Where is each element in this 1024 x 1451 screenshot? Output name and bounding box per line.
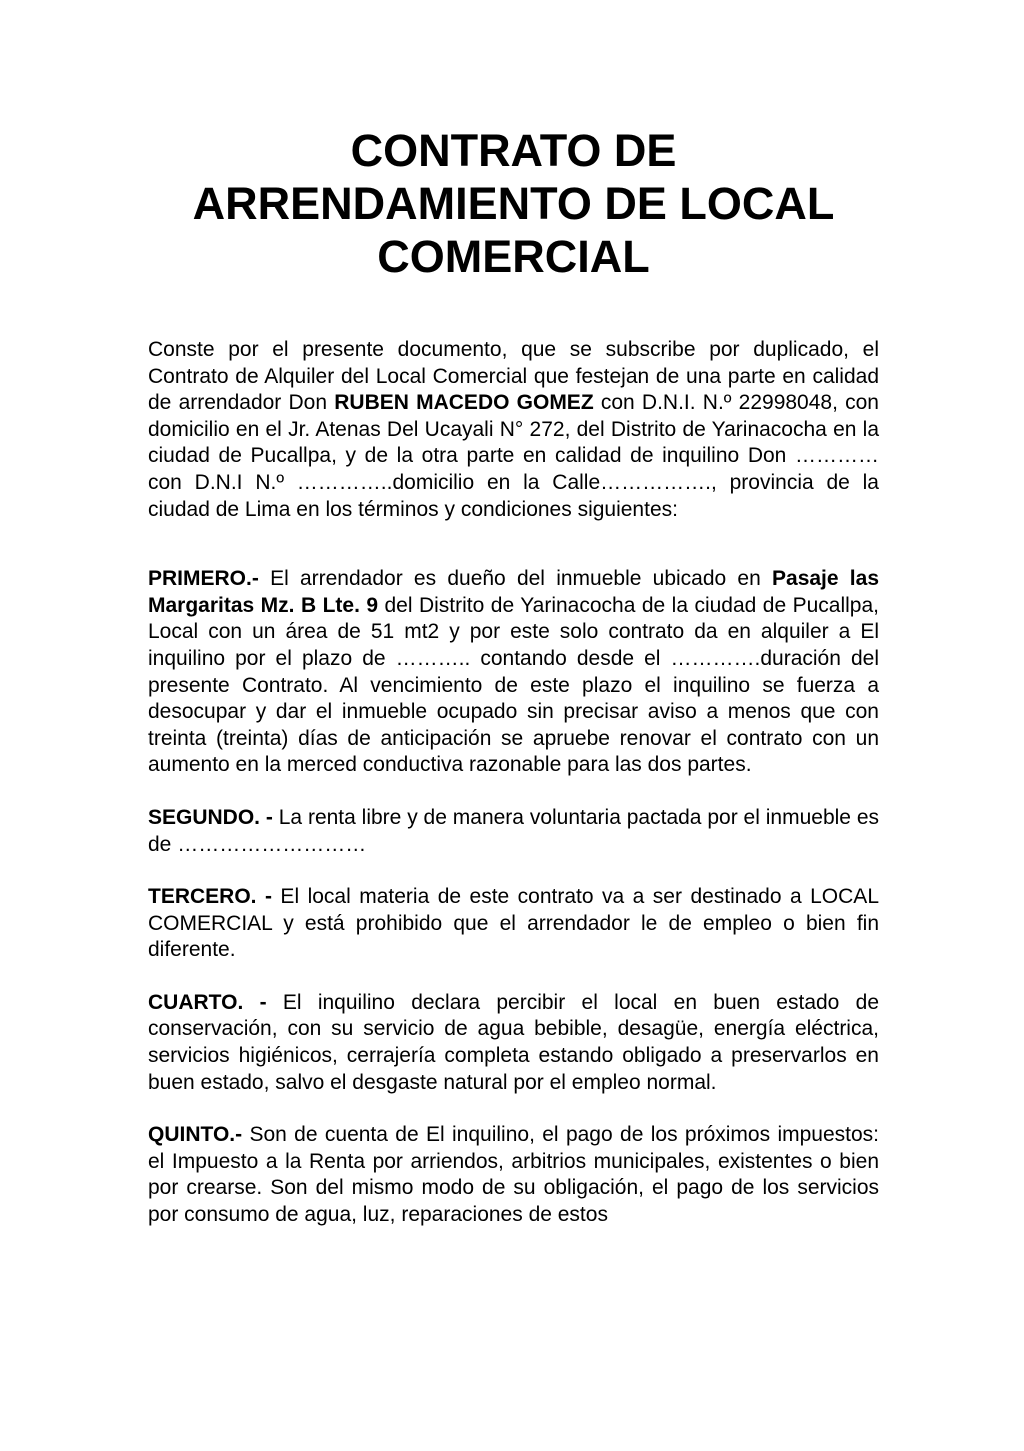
contract-body bbox=[148, 337, 879, 1255]
title-line-2: ARRENDAMIENTO DE LOCAL bbox=[192, 178, 835, 229]
clause-quinto bbox=[148, 1122, 879, 1228]
clause-segundo bbox=[148, 805, 879, 858]
clause-primero-text-1: El arrendador es dueño del inmueble ubicado en bbox=[258, 567, 773, 591]
intro-text-2: con D.N.I. N.º 22998048, con domicilio en el Jr. Atenas Del Ucayali N° 272, del Distrito de Yarinacocha en la ciudad de Pucallpa, y de la otra parte en calidad de inquilino Don ………… con D.N.I N.º …………..domicilio en la Calle……………., provincia de la ciudad de Lima en los términos y condiciones siguientes: bbox=[148, 391, 879, 521]
clause-segundo-heading: SEGUNDO. - bbox=[148, 805, 273, 829]
intro-text-1: Conste por el presente documento, que se subscribe por duplicado, el Contrato de Alquiler del Local Comercial que festejan de una parte en calidad de arrendador Don bbox=[148, 338, 879, 415]
clause-tercero bbox=[148, 884, 879, 964]
title-line-1: CONTRATO DE bbox=[350, 125, 677, 176]
clause-primero-text-2: del Distrito de Yarinacocha de la ciudad de Pucallpa, Local con un área de 51 mt2 y por este solo contrato da en alquiler a El inquilino por el plazo de ……….. contando desde el ………….duración del presente Contrato. Al vencimiento de este plazo el inquilino se fuerza a desocupar y dar el inmueble ocupado sin precisar aviso a menos que con treinta (treinta) días de anticipación se apruebe renovar el contrato con un aumento en la merced conductiva razonable para las dos partes. bbox=[148, 593, 879, 777]
clause-primero bbox=[148, 566, 879, 779]
intro-paragraph bbox=[148, 337, 879, 523]
clause-cuarto-heading: CUARTO. - bbox=[148, 990, 267, 1014]
property-location: Pasaje las Margaritas Mz. B Lte. 9 bbox=[148, 567, 879, 617]
clause-primero-heading: PRIMERO.- bbox=[148, 567, 259, 591]
clause-segundo-text: La renta libre y de manera voluntaria pactada por el inmueble es de ……………………… bbox=[148, 805, 879, 856]
clause-cuarto-text: El inquilino declara percibir el local en buen estado de conservación, con su servicio de agua bebible, desagüe, energía eléctrica, servicios higiénicos, cerrajería completa estando obligado a preservarlos en buen estado, salvo el desgaste natural por el empleo normal. bbox=[148, 990, 880, 1094]
arrendador-name: RUBEN MACEDO GOMEZ bbox=[334, 391, 594, 415]
clause-tercero-text: El local materia de este contrato va a ser destinado a LOCAL COMERCIAL y está prohibido que el arrendador le de empleo o bien fin diferente. bbox=[148, 885, 879, 962]
clause-quinto-heading: QUINTO.- bbox=[148, 1123, 243, 1147]
document-title bbox=[148, 124, 879, 283]
title-line-3: COMERCIAL bbox=[377, 231, 650, 282]
clause-quinto-text: Son de cuenta de El inquilino, el pago de los próximos impuestos: el Impuesto a la Renta por arriendos, arbitrios municipales, existentes o bien por crearse. Son del mismo modo de su obligación, el pago de los servicios por consumo de agua, luz, reparaciones de estos bbox=[148, 1123, 879, 1227]
clause-tercero-heading: TERCERO. - bbox=[148, 885, 272, 909]
clause-cuarto bbox=[148, 990, 879, 1096]
